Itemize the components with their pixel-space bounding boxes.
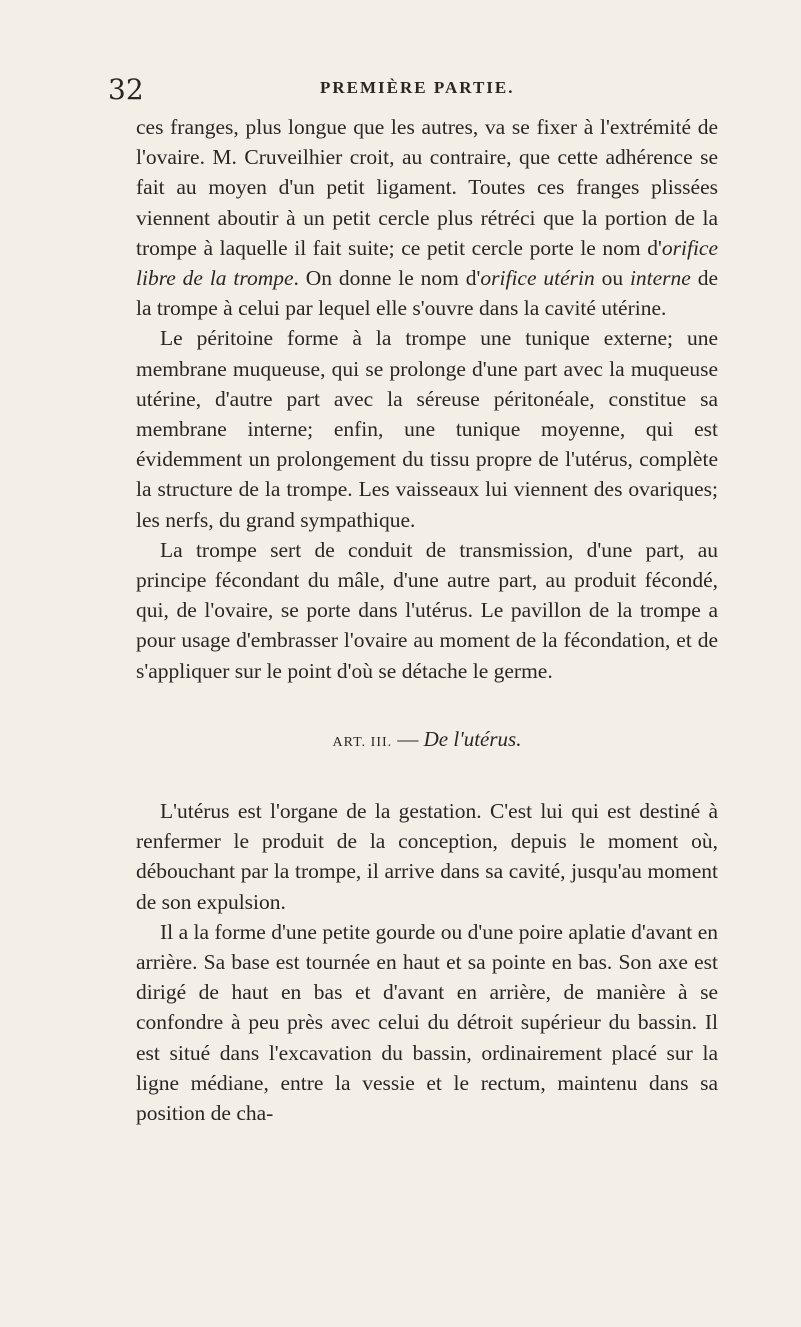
page-body — [136, 112, 718, 1128]
paragraph — [136, 535, 718, 686]
text-run: ou — [594, 266, 630, 291]
text-run: L'utérus est l'organe de la gestation. C'est lui qui est destiné à renfermer le produit de la conception, depuis le moment où, débouchant par la trompe, il arrive dans sa cavité, jusqu'au moment de son expulsion. — [136, 799, 718, 914]
text-run: Il a la forme d'une petite gourde ou d'une poire aplatie d'avant en arrière. Sa base est tournée en haut et sa pointe en bas. Son axe est dirigé de haut en bas et d'avant en arrière, de manière à se confondre à peu près avec celui du détroit supérieur du bassin. Il est situé dans l'excavation du bassin, ordinairement placé sur la ligne médiane, entre la vessie et le rectum, maintenu dans sa position de cha- — [136, 919, 718, 1126]
italic-term: interne — [629, 266, 691, 291]
page-number: 32 — [108, 73, 144, 106]
text-run: Le péritoine forme à la trompe une tunique externe; une membrane muqueuse, qui se prolonge d'une part avec la muqueuse utérine, d'autre part avec la séreuse péritonéale, constitue sa membrane interne; enfin, une tunique moyenne, qui est évidemment un prolongement du tissu propre de l'utérus, complète la structure de la trompe. Les vaisseaux lui viennent des ovariques; les nerfs, du grand sympathique. — [136, 326, 718, 532]
running-title: PREMIÈRE PARTIE. — [320, 78, 515, 97]
text-run: . On donne le nom d' — [293, 266, 481, 291]
paragraph — [136, 323, 718, 534]
text-run: La trompe sert de conduit de transmission, d'une part, au principe fécondant du mâle, d'une autre part, au produit fécondé, qui, de l'ovaire, se porte dans l'utérus. Le pavillon de la trompe a pour usage d'embrasser l'ovaire au moment de la fécondation, et de s'appliquer sur le point d'où se détache le germe. — [136, 537, 718, 683]
section-label: ART. III. — [332, 734, 393, 750]
italic-term: orifice libre de la trompe — [136, 235, 718, 291]
paragraph — [136, 917, 718, 1128]
italic-term: orifice utérin — [480, 266, 595, 291]
section-dash: — — [392, 726, 424, 751]
paragraph — [136, 796, 718, 917]
paragraph — [136, 112, 718, 323]
section-heading — [136, 724, 718, 758]
text-run: de la trompe à celui par lequel elle s'ouvre dans la cavité utérine. — [136, 266, 718, 321]
text-run: ces franges, plus longue que les autres, va se fixer à l'extrémité de l'ovaire. M. Cruveilhier croit, au contraire, que cette adhérence se fait au moyen d'un petit ligament. Toutes ces franges plissées viennent aboutir à un petit cercle plus rétréci que la portion de la trompe à laquelle il fait suite; ce petit cercle porte le nom d' — [136, 115, 718, 260]
page-header — [108, 70, 708, 110]
paragraphs-before-section — [136, 112, 718, 686]
section-title: De l'utérus. — [423, 726, 522, 751]
paragraphs-after-section — [136, 796, 718, 1128]
